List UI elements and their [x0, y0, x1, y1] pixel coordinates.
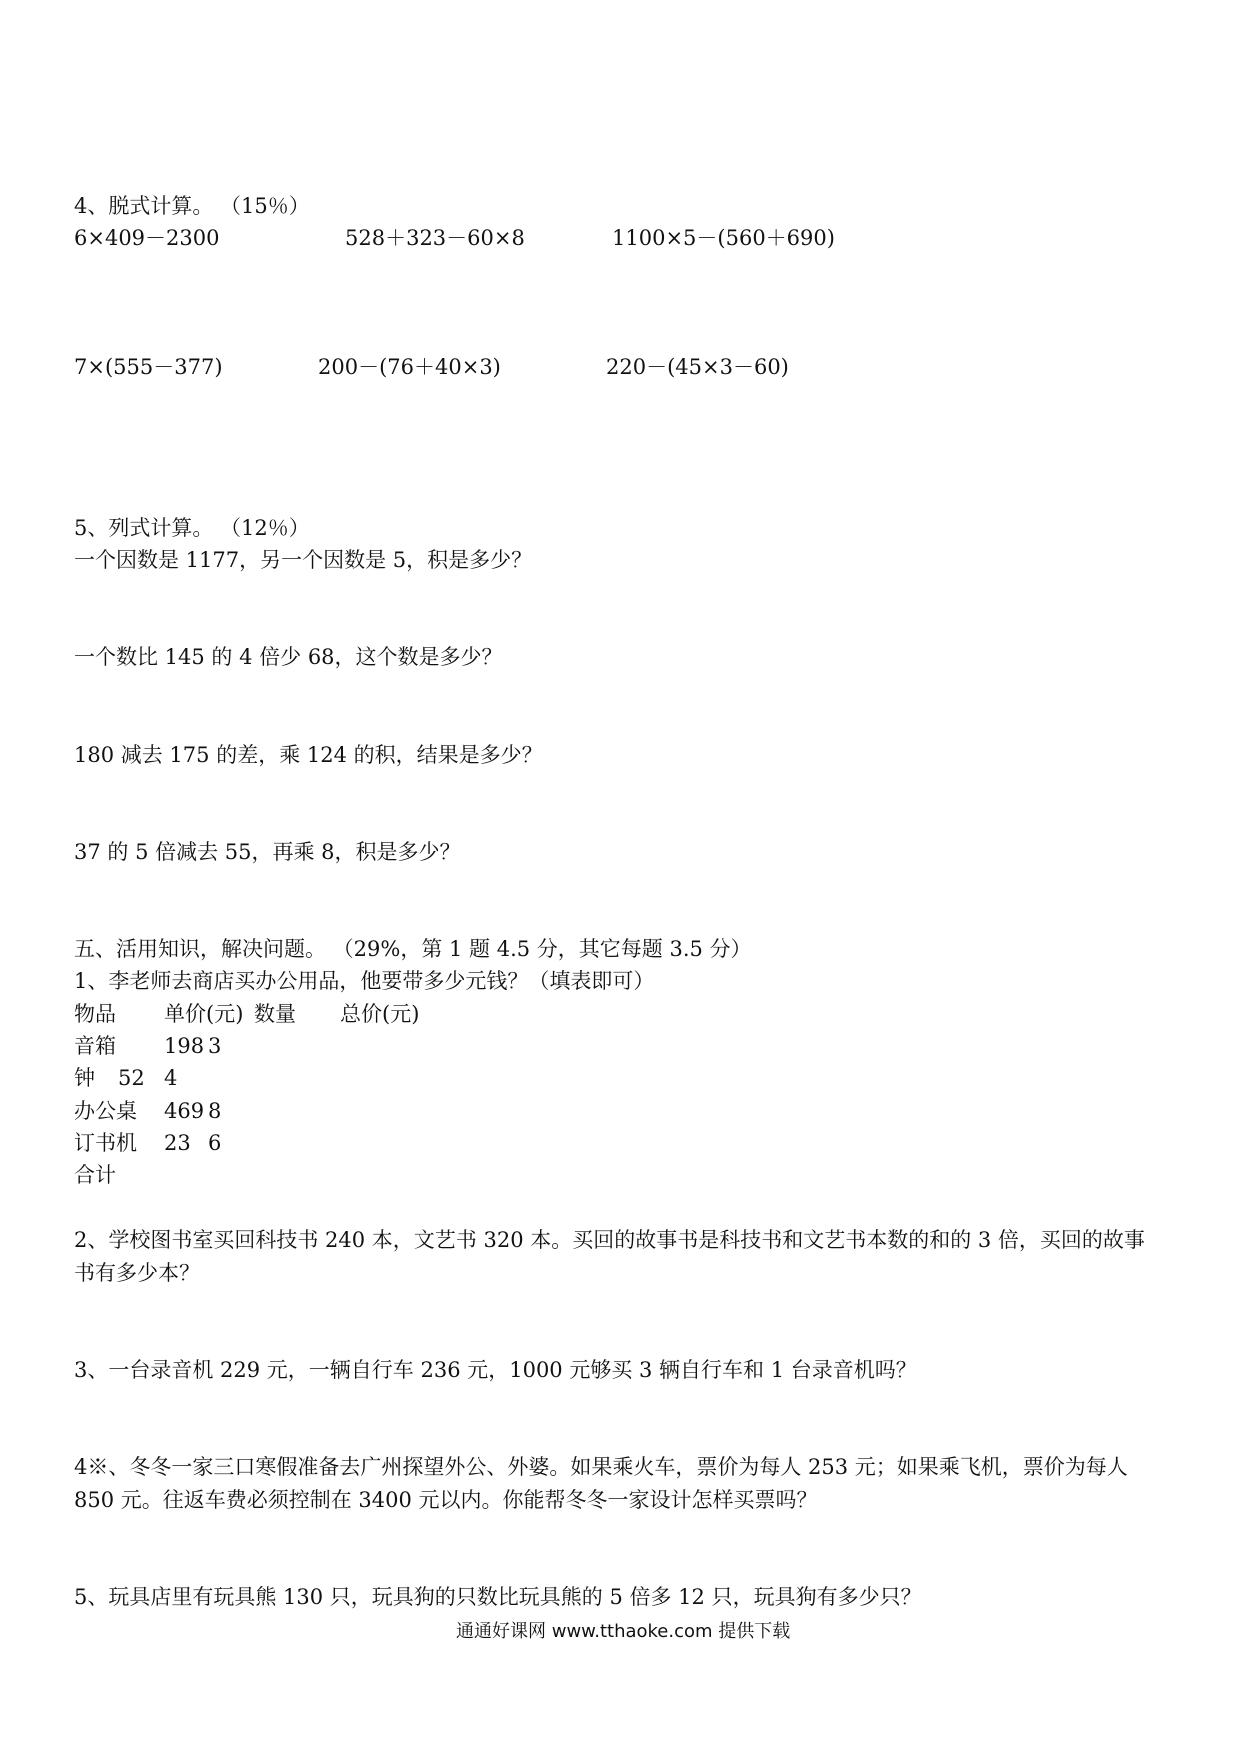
table-row-2-item: 钟: [74, 1066, 95, 1090]
table-header-quantity: 数量: [254, 1002, 296, 1026]
q4-expr-1: 6×409－2300: [74, 226, 220, 250]
table-row-2-qty: 4: [164, 1066, 178, 1090]
problem-4-line-1: 4※、冬冬一家三口寒假准备去广州探望外公、外婆。如果乘火车，票价为每人 253 元；如果乘飞机，票价为每人: [74, 1455, 1128, 1479]
problem-3-text: 3、一台录音机 229 元，一辆自行车 236 元，1000 元够买 3 辆自行车和 1 台录音机吗？: [74, 1358, 917, 1382]
table-row-1-qty: 3: [208, 1034, 222, 1058]
q4-expr-4: 7×(555－377): [74, 355, 223, 379]
q4-expr-3: 1100×5－(560＋690): [612, 226, 835, 250]
table-row-4-qty: 6: [208, 1131, 222, 1155]
table-row-4-item: 订书机: [74, 1131, 137, 1155]
q5-item-3: 180 减去 175 的差，乘 124 的积，结果是多少？: [74, 743, 543, 767]
table-header-item: 物品: [74, 1002, 116, 1026]
section5-heading: 五、活用知识，解决问题。 （29%，第 1 题 4.5 分，其它每题 3.5 分）: [74, 937, 752, 961]
page-footer: 通通好课网 www.tthaoke.com 提供下载: [456, 1621, 791, 1642]
q4-expr-6: 220－(45×3－60): [606, 355, 789, 379]
table-row-1-price: 198: [164, 1034, 205, 1058]
problem-5-text: 5、玩具店里有玩具熊 130 只，玩具狗的只数比玩具熊的 5 倍多 12 只，玩具狗有多少只？: [74, 1585, 922, 1609]
table-total-label: 合计: [74, 1163, 116, 1187]
q4-expr-5: 200－(76＋40×3): [318, 355, 501, 379]
problem-1-text: 1、李老师去商店买办公用品，他要带多少元钱？（填表即可）: [74, 969, 655, 993]
table-row-3-item: 办公桌: [74, 1099, 137, 1123]
table-row-1-item: 音箱: [74, 1034, 116, 1058]
q5-heading: 5、列式计算。 （12％）: [74, 516, 310, 540]
table-row-3-price: 469: [164, 1099, 205, 1123]
table-header-unit-price: 单价(元): [164, 1002, 244, 1026]
q5-item-1: 一个因数是 1177，另一个因数是 5，积是多少？: [74, 548, 533, 572]
table-row-2-price: 52: [118, 1066, 145, 1090]
problem-4-line-2: 850 元。往返车费必须控制在 3400 元以内。你能帮冬冬一家设计怎样买票吗？: [74, 1488, 818, 1512]
problem-2-line-1: 2、学校图书室买回科技书 240 本，文艺书 320 本。买回的故事书是科技书和文艺书本数的和的 3 倍，买回的故事: [74, 1228, 1145, 1252]
q5-item-4: 37 的 5 倍减去 55，再乘 8，积是多少？: [74, 840, 461, 864]
table-row-4-price: 23: [164, 1131, 191, 1155]
table-row-3-qty: 8: [208, 1099, 222, 1123]
problem-2-line-2: 书有多少本？: [74, 1261, 200, 1285]
q4-expr-2: 528＋323－60×8: [345, 226, 525, 250]
q5-item-2: 一个数比 145 的 4 倍少 68，这个数是多少？: [74, 645, 503, 669]
table-header-total: 总价(元): [340, 1002, 420, 1026]
q4-heading: 4、脱式计算。 （15％）: [74, 194, 310, 218]
